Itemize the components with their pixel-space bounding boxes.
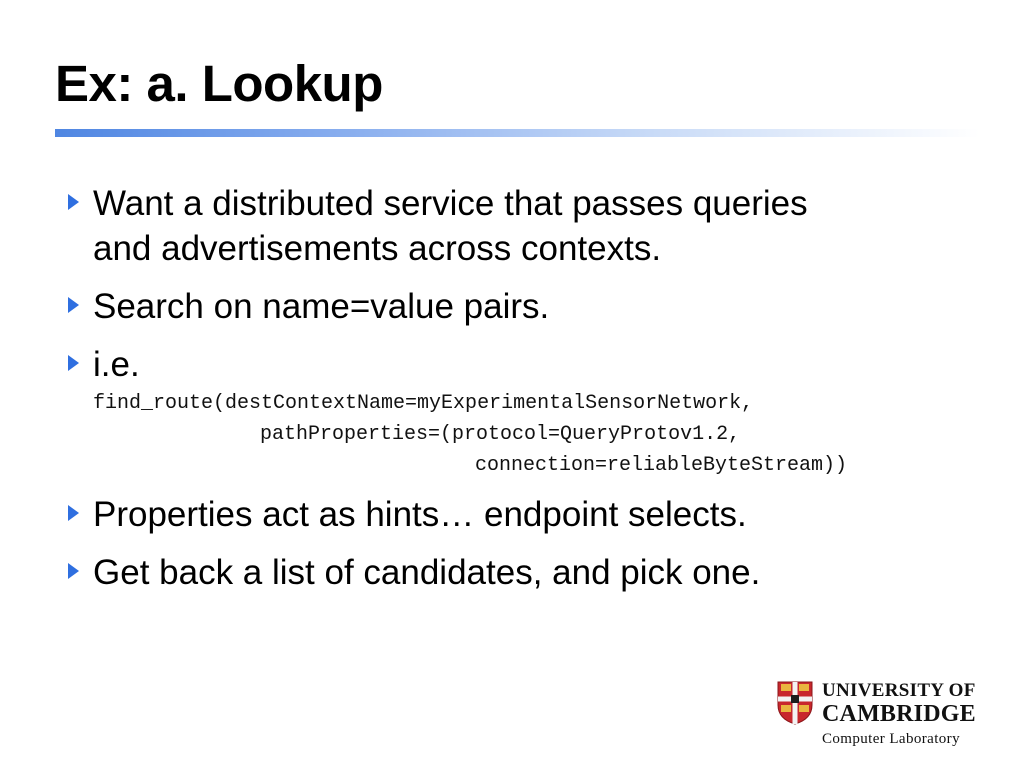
logo-department: Computer Laboratory <box>822 731 960 747</box>
logo-cambridge: CAMBRIDGE <box>822 701 976 727</box>
bullet-arrow-icon <box>68 194 79 210</box>
code-line: connection=reliableByteStream)) <box>475 454 848 477</box>
bullet-text: i.e. <box>93 345 140 384</box>
bullet-text: Properties act as hints… endpoint selects. <box>93 495 747 534</box>
bullet-text: Get back a list of candidates, and pick one. <box>93 553 761 592</box>
title-underline <box>55 129 980 137</box>
code-line: find_route(destContextName=myExperimentalSensorNetwork, <box>93 392 754 415</box>
bullet-text: Want a distributed service that passes queries <box>93 184 808 223</box>
slide-title: Ex: a. Lookup <box>55 55 383 112</box>
bullet-arrow-icon <box>68 355 79 371</box>
bullet-text: Search on name=value pairs. <box>93 287 550 326</box>
bullet-arrow-icon <box>68 297 79 313</box>
cambridge-crest-icon <box>777 681 813 725</box>
bullet-text-continued: and advertisements across contexts. <box>93 229 662 268</box>
logo-university-of: UNIVERSITY OF <box>822 680 976 701</box>
bullet-arrow-icon <box>68 563 79 579</box>
bullet-arrow-icon <box>68 505 79 521</box>
code-line: pathProperties=(protocol=QueryProtov1.2, <box>260 423 741 446</box>
